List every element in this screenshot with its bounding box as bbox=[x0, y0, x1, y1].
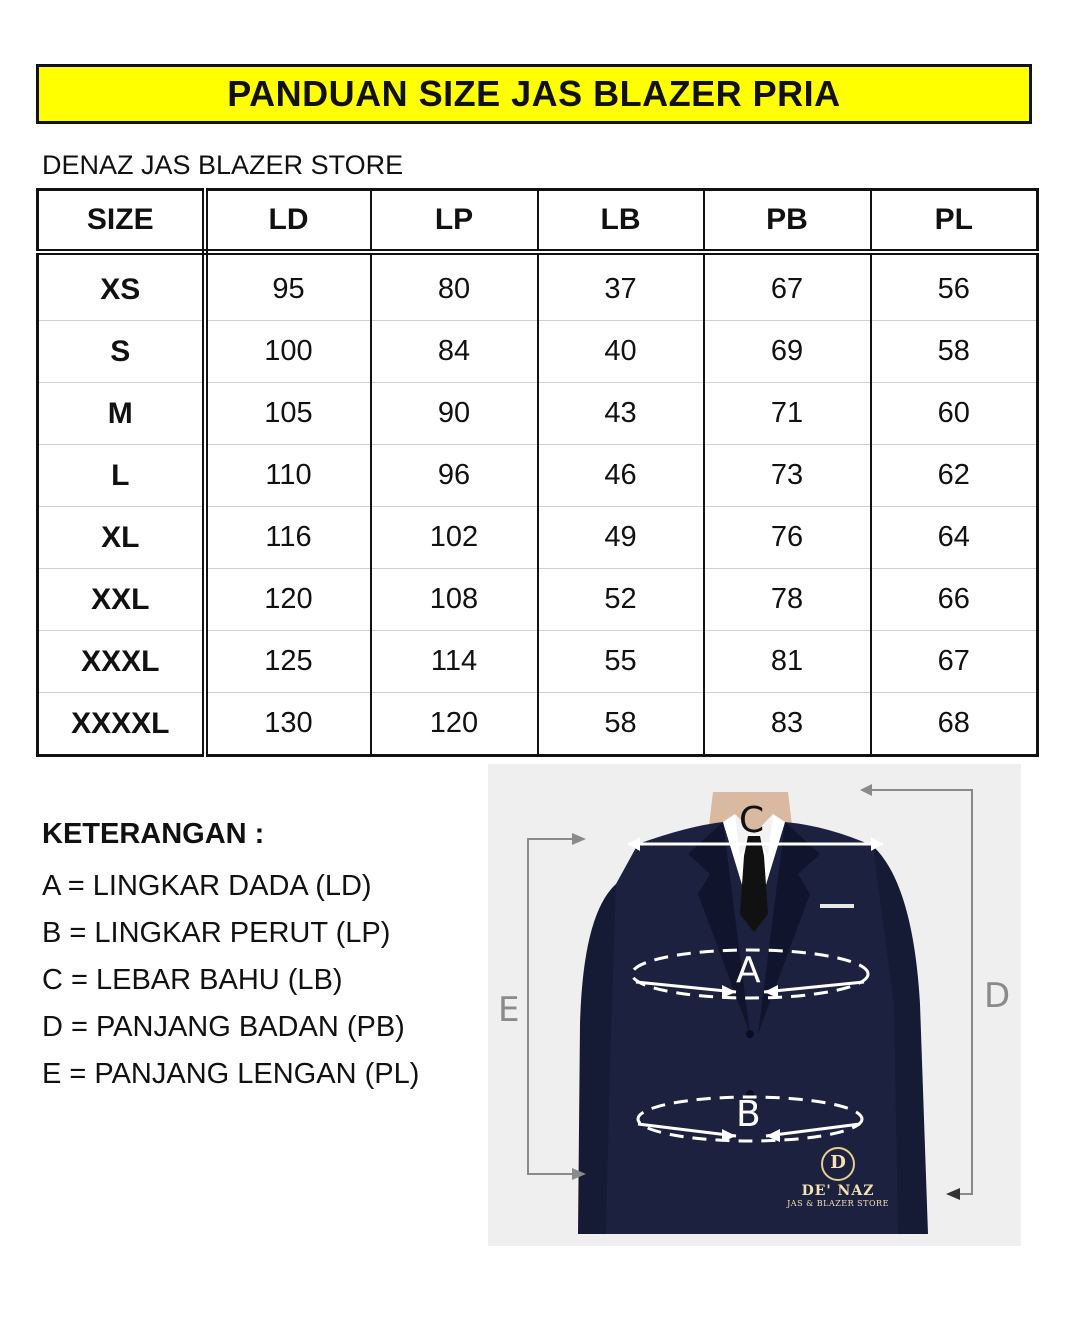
column-header-lp: LP bbox=[371, 190, 538, 253]
label-c: C bbox=[739, 800, 765, 841]
legend bbox=[42, 818, 419, 1098]
size-cell: M bbox=[38, 383, 205, 445]
table-cell: 69 bbox=[704, 321, 871, 383]
column-header-ld: LD bbox=[205, 190, 371, 253]
title-banner bbox=[36, 64, 1032, 124]
legend-item-a: A = LINGKAR DADA (LD) bbox=[42, 870, 372, 902]
table-header-row bbox=[38, 190, 1038, 253]
table-cell: 102 bbox=[371, 507, 538, 569]
size-cell: XXXXL bbox=[38, 693, 205, 756]
column-header-lb: LB bbox=[538, 190, 704, 253]
logo-mark: D bbox=[821, 1147, 855, 1181]
table-cell: 58 bbox=[538, 693, 704, 756]
size-cell: S bbox=[38, 321, 205, 383]
table-cell: 52 bbox=[538, 569, 704, 631]
table-cell: 80 bbox=[371, 252, 538, 321]
column-header-size: SIZE bbox=[38, 190, 205, 253]
size-cell: XS bbox=[38, 252, 205, 321]
size-chart-table bbox=[36, 188, 1039, 757]
column-header-pb: PB bbox=[704, 190, 871, 253]
legend-item-d: D = PANJANG BADAN (PB) bbox=[42, 1011, 405, 1043]
table-cell: 76 bbox=[704, 507, 871, 569]
logo-subtitle: JAS & BLAZER STORE bbox=[787, 1199, 889, 1208]
table-cell: 120 bbox=[205, 569, 371, 631]
table-row bbox=[38, 321, 1038, 383]
table-cell: 43 bbox=[538, 383, 704, 445]
label-a: A bbox=[736, 950, 761, 991]
legend-item-b: B = LINGKAR PERUT (LP) bbox=[42, 917, 391, 949]
store-name: DENAZ JAS BLAZER STORE bbox=[42, 150, 404, 180]
table-cell: 55 bbox=[538, 631, 704, 693]
table-cell: 90 bbox=[371, 383, 538, 445]
table-row bbox=[38, 507, 1038, 569]
legend-title: KETERANGAN : bbox=[42, 818, 265, 850]
page-title: PANDUAN SIZE JAS BLAZER PRIA bbox=[227, 73, 841, 114]
table-cell: 40 bbox=[538, 321, 704, 383]
table-cell: 46 bbox=[538, 445, 704, 507]
label-d: D bbox=[984, 976, 1011, 1016]
size-cell: XXXL bbox=[38, 631, 205, 693]
legend-item-e: E = PANJANG LENGAN (PL) bbox=[42, 1058, 420, 1090]
table-cell: 73 bbox=[704, 445, 871, 507]
table-cell: 58 bbox=[871, 321, 1038, 383]
table-cell: 56 bbox=[871, 252, 1038, 321]
size-cell: XXL bbox=[38, 569, 205, 631]
table-cell: 83 bbox=[704, 693, 871, 756]
label-e: E bbox=[498, 990, 520, 1030]
table-cell: 130 bbox=[205, 693, 371, 756]
table-cell: 71 bbox=[704, 383, 871, 445]
table-cell: 84 bbox=[371, 321, 538, 383]
table-row bbox=[38, 383, 1038, 445]
table-cell: 108 bbox=[371, 569, 538, 631]
table-cell: 37 bbox=[538, 252, 704, 321]
table-row bbox=[38, 569, 1038, 631]
table-cell: 60 bbox=[871, 383, 1038, 445]
table-cell: 67 bbox=[871, 631, 1038, 693]
table-cell: 114 bbox=[371, 631, 538, 693]
logo-name: DE' NAZ bbox=[801, 1183, 875, 1199]
table-cell: 120 bbox=[371, 693, 538, 756]
label-b: B bbox=[736, 1094, 761, 1135]
table-cell: 96 bbox=[371, 445, 538, 507]
table-row bbox=[38, 693, 1038, 756]
table-cell: 49 bbox=[538, 507, 704, 569]
table-cell: 81 bbox=[704, 631, 871, 693]
table-row bbox=[38, 252, 1038, 321]
legend-item-c: C = LEBAR BAHU (LB) bbox=[42, 964, 343, 996]
column-header-pl: PL bbox=[871, 190, 1038, 253]
table-cell: 62 bbox=[871, 445, 1038, 507]
table-cell: 95 bbox=[205, 252, 371, 321]
table-row bbox=[38, 631, 1038, 693]
size-cell: L bbox=[38, 445, 205, 507]
blazer-measurement-figure bbox=[488, 764, 1021, 1246]
table-cell: 105 bbox=[205, 383, 371, 445]
table-cell: 125 bbox=[205, 631, 371, 693]
table-cell: 64 bbox=[871, 507, 1038, 569]
table-cell: 78 bbox=[704, 569, 871, 631]
store-logo bbox=[783, 1139, 893, 1221]
table-cell: 68 bbox=[871, 693, 1038, 756]
table-cell: 66 bbox=[871, 569, 1038, 631]
table-cell: 67 bbox=[704, 252, 871, 321]
table-row bbox=[38, 445, 1038, 507]
table-cell: 110 bbox=[205, 445, 371, 507]
table-cell: 100 bbox=[205, 321, 371, 383]
table-cell: 116 bbox=[205, 507, 371, 569]
size-cell: XL bbox=[38, 507, 205, 569]
